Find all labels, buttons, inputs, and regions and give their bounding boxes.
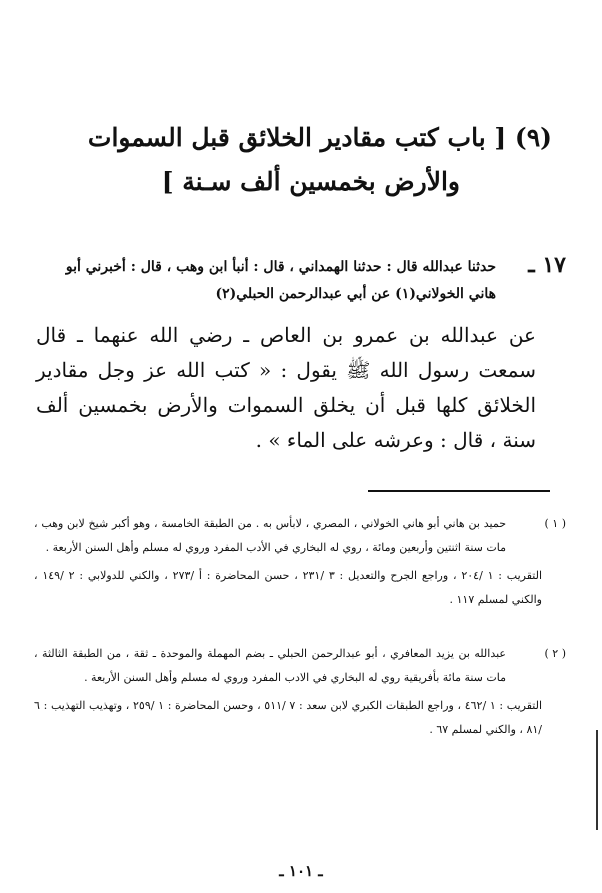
chapter-title-line-2: والأرض بخمسين ألف سـنة ]	[161, 167, 460, 196]
footnote-marker: ( ٢ )	[544, 647, 566, 660]
chapter-title	[42, 116, 552, 204]
footnote-reference: التقريب : ١ /٤٦٢ ، وراجع الطبقات الكبري لابن سعد : ٧ /٥١١ ، وحسن المحاضرة : ١ /٢٥٩ ، وتهذيب التهذيب : ٦ /٨١ ، والكني لمسلم ٦٧ .	[34, 699, 543, 736]
footnote-text: حميد بن هاني أبو هاني الخولاني ، المصري ، لابأس به . من الطبقة الخامسة ، وهو أكبر شيخ لابن وهب ، مات سنة اثنتين وأربعين ومائة ، روي له البخاري في الأدب المفرد وروي له مسلم وأهل السنن الأربعة .	[34, 517, 506, 554]
chapter-title-line-1: (٩) [ باب كتب مقادير الخلائق قبل السموات	[87, 123, 552, 152]
footnote-reference: التقريب : ١ /٢٠٤ ، وراجع الجرح والتعديل : ٣ /٢٣١ ، حسن المحاضرة : أ /٢٧٣ ، والكني للدولابي : ٢ /١٤٩ ، والكني لمسلم ١١٧ .	[34, 569, 543, 606]
page-edge-mark	[596, 730, 598, 830]
footnote-text: عبدالله بن يزيد المعافري ، أبو عبدالرحمن الحبلي ـ بضم المهملة والموحدة ـ ثقة ، من الطبقة الثالثة ، مات سنة مائة بأفريقية روي له البخاري في الادب المفرد وروي له مسلم وأهل السنن الأربعة .	[34, 647, 506, 684]
footnote-1	[34, 512, 566, 612]
footnote-separator	[368, 490, 550, 492]
footnote-marker: ( ١ )	[544, 517, 566, 530]
hadith-matn: عن عبدالله بن عمرو بن العاص ـ رضي الله عنهما ـ قال سمعت رسول الله ﷺ يقول : « كتب الله عز وجل مقادير الخلائق كلها قبل أن يخلق السموات والأرض بخمسين ألف سنة ، قال : وعرشه على الماء » .	[36, 323, 536, 452]
hadith-number: ١٧ ـ	[528, 252, 566, 278]
hadith-isnad: حدثنا عبدالله قال : حدثنا الهمداني ، قال : أنبأ ابن وهب ، قال : أخبرني أبو هاني الخولاني(١) عن أبي عبدالرحمن الحبلي(٢)	[65, 259, 496, 302]
footnote-2	[34, 642, 566, 742]
page-number: ـ ١٠١ ـ	[279, 862, 323, 880]
